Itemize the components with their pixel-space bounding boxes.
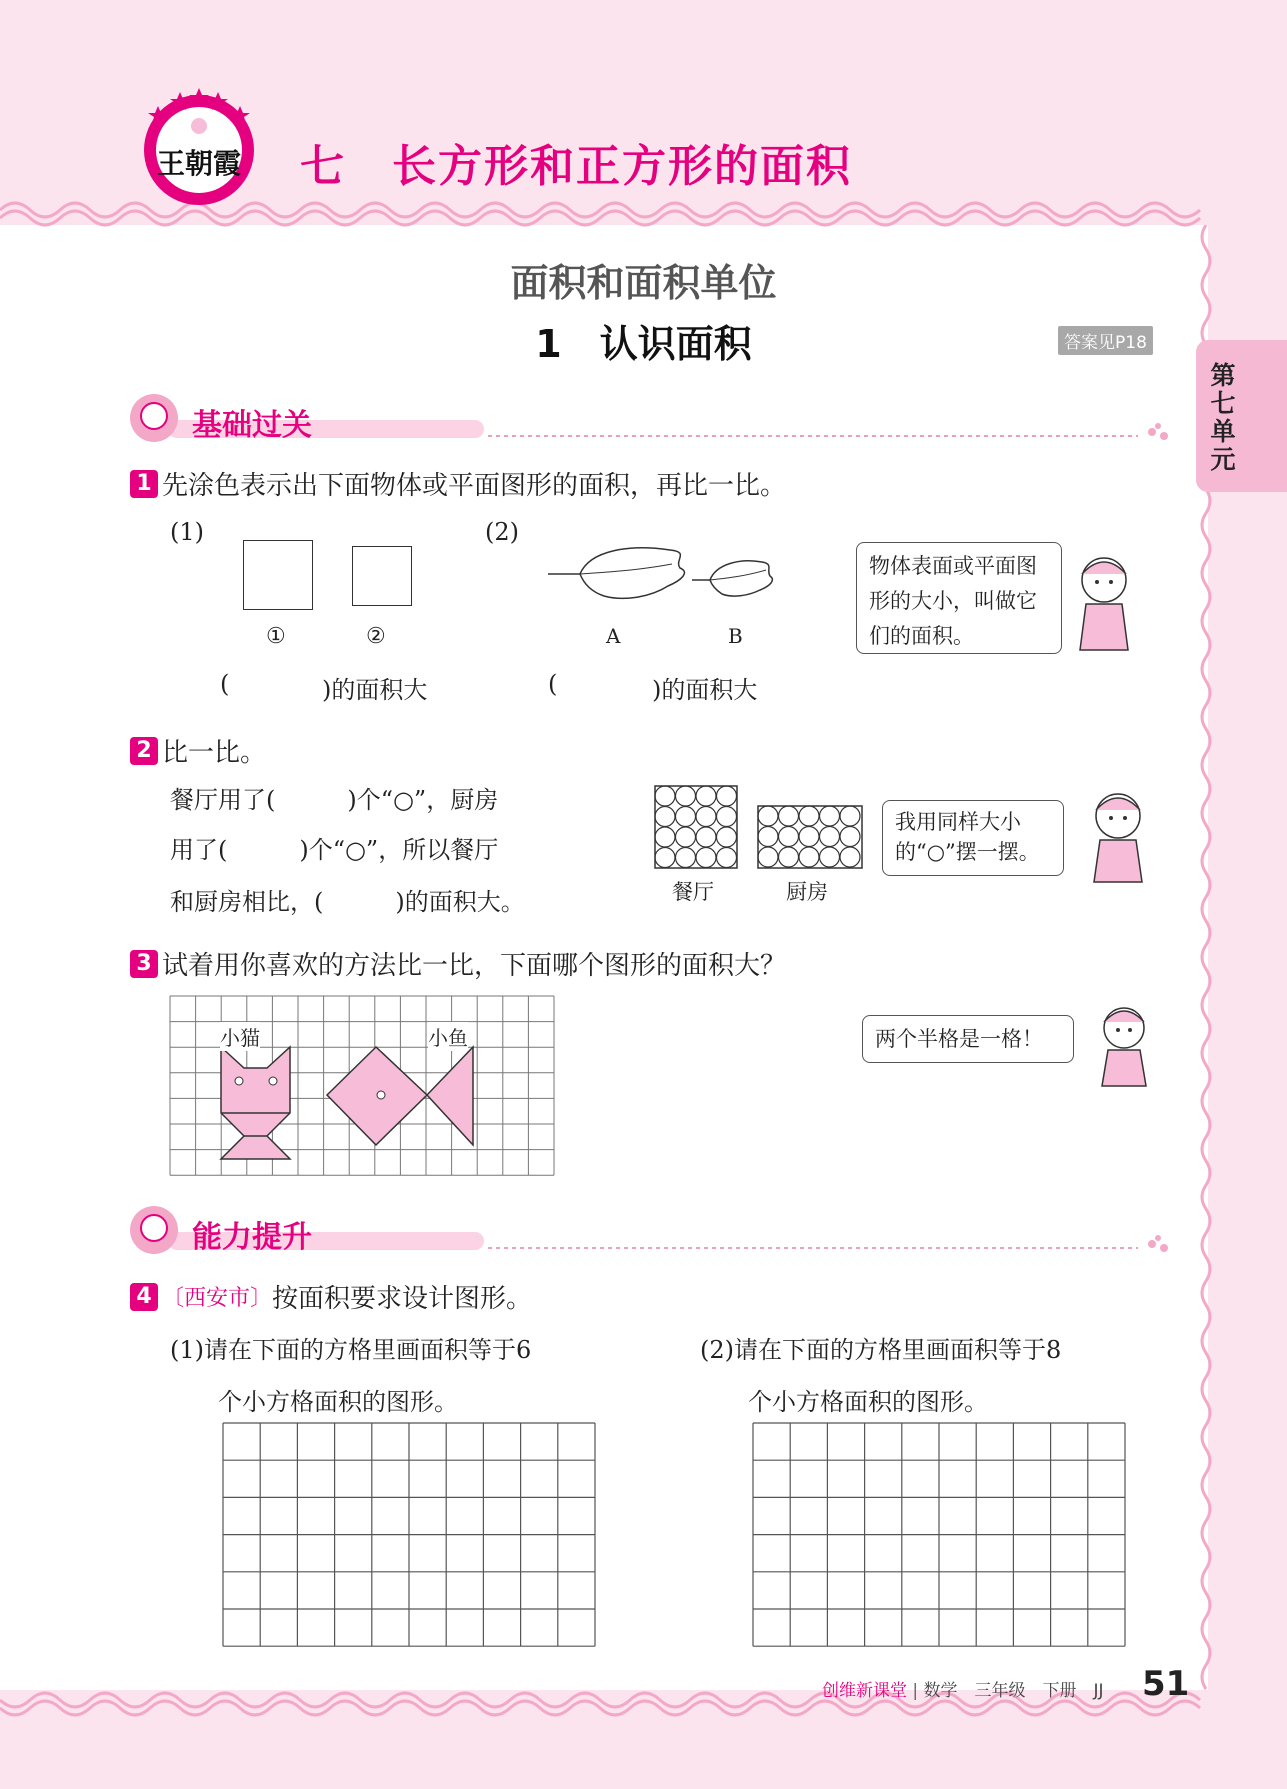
q1-answer1-close: )的面积大 xyxy=(322,676,428,704)
q1-answer1-open: ( xyxy=(220,670,230,698)
kitchen-circle-grid xyxy=(757,805,865,871)
q4-number: 4 xyxy=(130,1283,158,1311)
q4-text: 按面积要求设计图形。 xyxy=(272,1284,533,1314)
leaf-a-label: A xyxy=(606,624,621,648)
girl-character-icon-3 xyxy=(1088,1000,1158,1088)
logo-text: 王朝霞 xyxy=(156,147,241,180)
q4-sub1-line2: 个小方格面积的图形。 xyxy=(218,1388,458,1416)
q1-answer2-close: )的面积大 xyxy=(652,676,758,704)
girl-character-icon xyxy=(1068,550,1138,656)
q1-sub2-label: (2) xyxy=(485,518,519,546)
drawing-grid-2[interactable] xyxy=(752,1422,1128,1648)
q1-text: 先涂色表示出下面物体或平面图形的面积，再比一比。 xyxy=(162,471,787,501)
leaf-shapes xyxy=(540,540,780,610)
q2-number: 2 xyxy=(130,737,158,765)
q4-prompt xyxy=(130,1278,532,1315)
q3-number: 3 xyxy=(130,950,158,978)
q2-line1: 餐厅用了( )个“○”，厨房 xyxy=(170,786,499,814)
drawing-grid-1[interactable] xyxy=(222,1422,598,1648)
restaurant-label: 餐厅 xyxy=(672,880,714,904)
restaurant-circle-grid xyxy=(654,785,740,871)
kitchen-label: 厨房 xyxy=(786,880,828,904)
answer-reference-badge: 答案见P18 xyxy=(1058,326,1153,355)
footer-info: 创维新课堂 | 数学 三年级 下册 JJ xyxy=(822,1681,1104,1701)
q3-text: 试着用你喜欢的方法比一比，下面哪个图形的面积大？ xyxy=(162,951,787,981)
q2-text: 比一比。 xyxy=(162,738,267,768)
section-subtitle: 面积和面积单位 xyxy=(510,261,777,305)
part2-heading: 能力提升 xyxy=(192,1220,312,1255)
q4-sub2-line2: 个小方格面积的图形。 xyxy=(748,1388,988,1416)
leaf-b-label: B xyxy=(728,624,743,648)
lesson-title: 1 认识面积 xyxy=(535,322,752,366)
unit-side-tab-label: 第七单元 xyxy=(1210,361,1236,474)
page-number: 51 xyxy=(1142,1664,1190,1704)
square-2 xyxy=(352,546,412,606)
q4-region-tag: 〔西安市〕 xyxy=(162,1286,273,1311)
q1-prompt xyxy=(130,465,786,502)
square-1 xyxy=(243,540,313,610)
q2-prompt xyxy=(130,732,266,769)
brand-logo xyxy=(138,86,260,208)
q1-answer2-open: ( xyxy=(548,670,558,698)
footer-course-info: 数学 三年级 下册 JJ xyxy=(923,1681,1104,1701)
fish-label: 小鱼 xyxy=(428,1022,468,1051)
part1-heading: 基础过关 xyxy=(192,408,312,443)
square-1-label: ① xyxy=(266,624,286,649)
q3-prompt xyxy=(130,945,786,982)
q1-sub1-label: (1) xyxy=(170,518,204,546)
unit-title: 七 长方形和正方形的面积 xyxy=(300,141,852,192)
q1-number: 1 xyxy=(130,470,158,498)
q4-sub1-line1: (1)请在下面的方格里画面积等于6 xyxy=(170,1336,532,1364)
q2-line2: 用了( )个“○”，所以餐厅 xyxy=(170,836,499,864)
square-2-label: ② xyxy=(366,624,386,649)
q3-hint-bubble: 两个半格是一格！ xyxy=(862,1015,1074,1063)
q1-hint-bubble: 物体表面或平面图形的大小，叫做它们的面积。 xyxy=(856,542,1062,654)
cat-label: 小猫 xyxy=(220,1022,260,1051)
q2-hint-bubble: 我用同样大小的“○”摆一摆。 xyxy=(882,800,1064,876)
q2-line3: 和厨房相比，( )的面积大。 xyxy=(170,888,525,916)
footer-brand: 创维新课堂 xyxy=(822,1681,907,1701)
q4-sub2-line1: (2)请在下面的方格里画面积等于8 xyxy=(700,1336,1062,1364)
girl-character-icon-2 xyxy=(1082,786,1152,886)
